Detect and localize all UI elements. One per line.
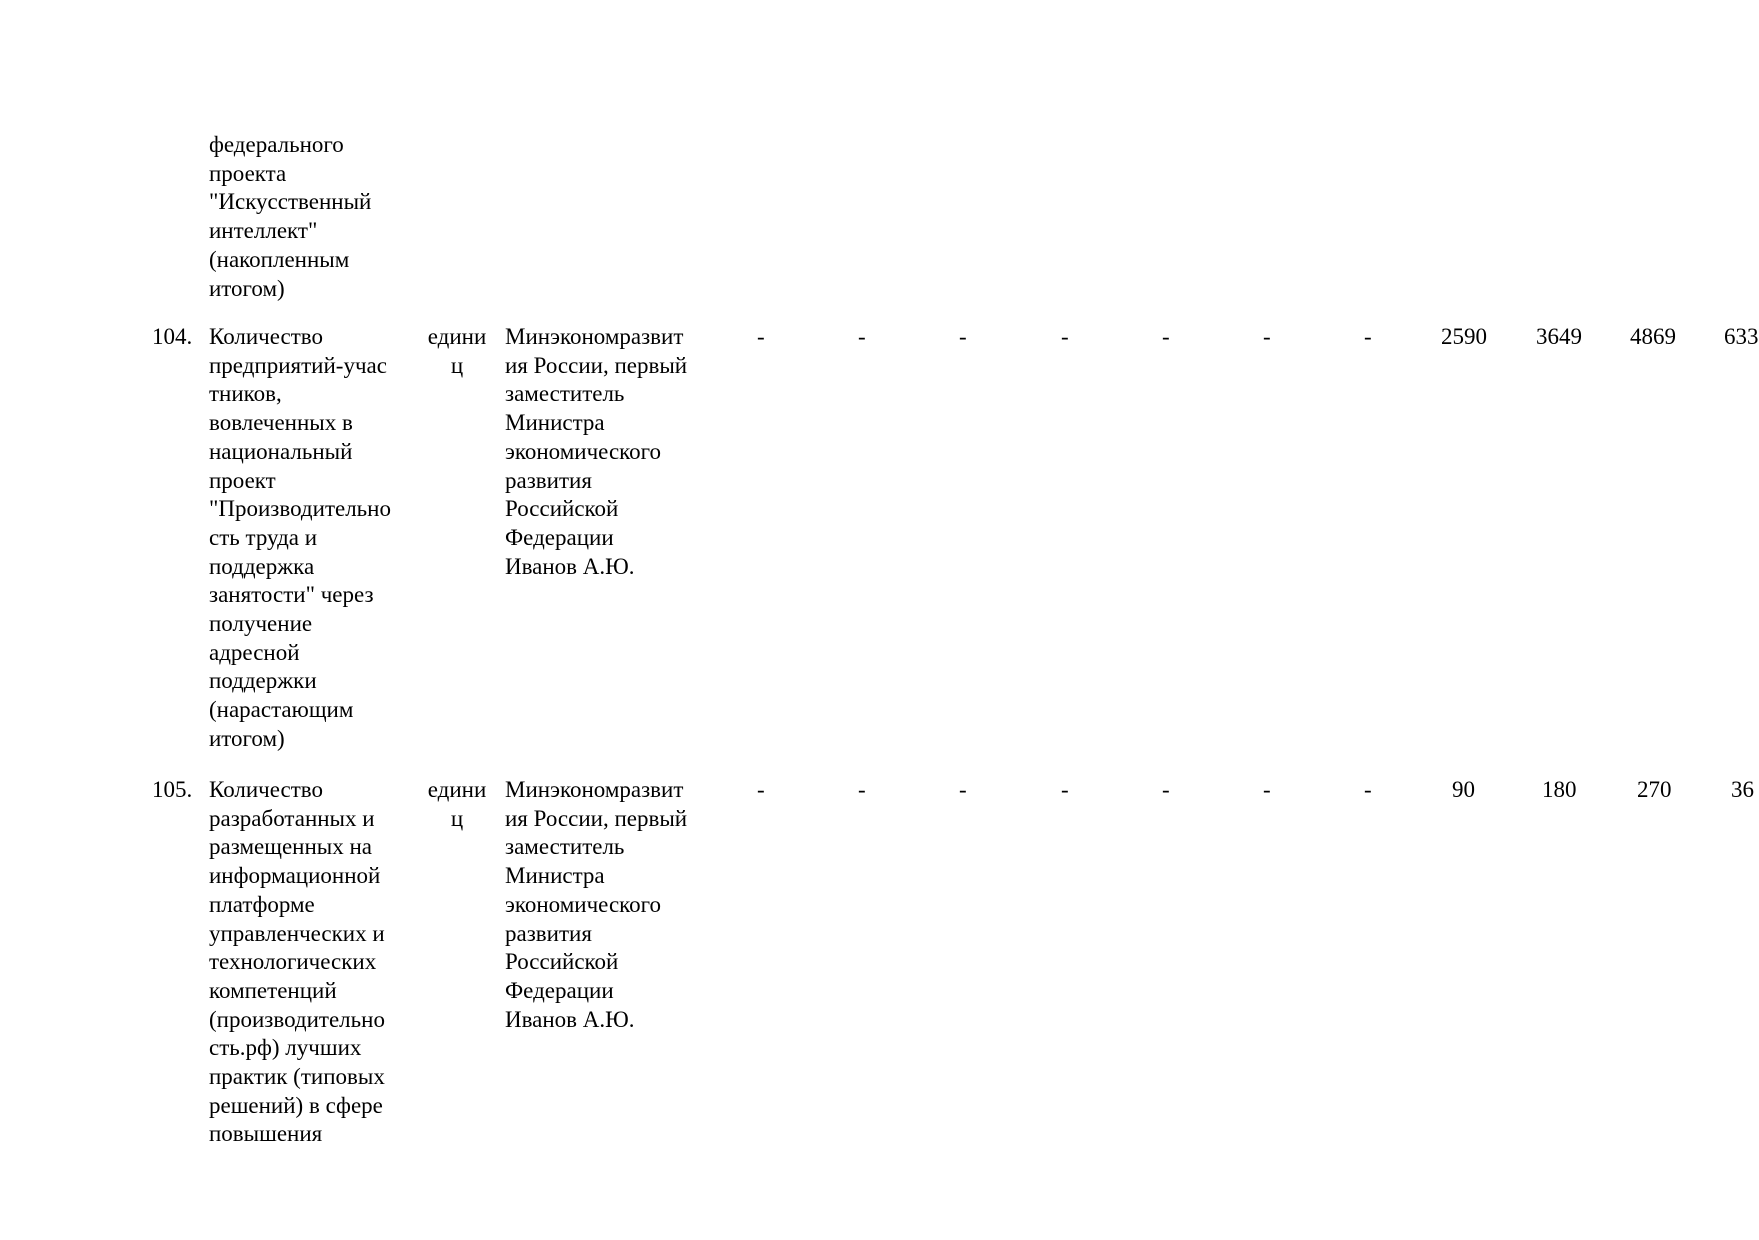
text-line: повышения [209, 1121, 323, 1147]
responsible-cell [505, 776, 687, 1034]
text-line: Иванов А.Ю. [505, 1006, 635, 1032]
text-line: Российской [505, 496, 619, 522]
value-cell: - [1061, 777, 1069, 802]
text-line: адресной [209, 639, 300, 665]
value-cell: 270 [1637, 777, 1672, 802]
text-line: экономического [505, 891, 662, 917]
text-line: едини [427, 777, 487, 802]
value-cell: - [959, 777, 967, 802]
value-cell: 633 [1724, 324, 1759, 349]
text-line: размещенных на [209, 834, 372, 860]
text-line: Количество [209, 777, 323, 802]
unit-cell [421, 776, 493, 833]
value-cell: - [1364, 324, 1372, 349]
text-line: проект [209, 467, 276, 493]
text-line: проекта [209, 160, 287, 186]
value-cell: - [1061, 324, 1069, 349]
text-line: тников, [209, 381, 282, 407]
text-line: технологических [209, 949, 377, 975]
value-cell: - [757, 777, 765, 802]
responsible-cell [505, 323, 687, 581]
text-line: Минэкономразвит [505, 777, 684, 802]
text-line: Федерации [505, 977, 614, 1003]
text-line: предприятий-учас [209, 352, 387, 378]
text-line: решений) в сфере [209, 1092, 383, 1118]
text-line: Министра [505, 863, 605, 889]
value-cell: - [858, 777, 866, 802]
text-line: Федерации [505, 524, 614, 550]
value-cell: 2590 [1441, 324, 1487, 349]
text-line: вовлеченных в [209, 410, 353, 436]
unit-cell [421, 323, 493, 380]
text-line: Минэкономразвит [505, 324, 684, 349]
text-line: сть труда и [209, 524, 318, 550]
value-cell: - [1263, 324, 1271, 349]
value-cell: 90 [1452, 777, 1475, 802]
text-line: управленческих и [209, 920, 385, 946]
indicator-name-cell [209, 776, 385, 1149]
value-cell: - [858, 324, 866, 349]
text-line: интеллект" [209, 218, 318, 244]
text-line: занятости" через [209, 582, 374, 608]
text-line: Министра [505, 410, 605, 436]
row-number: 104. [152, 324, 193, 349]
continuation-name-cell [209, 131, 371, 303]
value-cell: - [1162, 777, 1170, 802]
text-line: "Производительно [209, 496, 391, 522]
value-cell: - [1263, 777, 1271, 802]
text-line: экономического [505, 438, 662, 464]
text-line: (нарастающим [209, 697, 354, 723]
value-cell: - [757, 324, 765, 349]
text-line: развития [505, 467, 592, 493]
row-number: 105. [152, 777, 193, 802]
value-cell: - [1162, 324, 1170, 349]
text-line: поддержка [209, 553, 315, 579]
text-line: (накопленным [209, 246, 350, 272]
text-line: компетенций [209, 977, 337, 1003]
text-line: (производительно [209, 1006, 385, 1032]
value-cell: 180 [1542, 777, 1577, 802]
text-line: национальный [209, 438, 353, 464]
text-line: Иванов А.Ю. [505, 553, 635, 579]
text-line: развития [505, 920, 592, 946]
text-line: заместитель [505, 381, 625, 407]
text-line: поддержки [209, 668, 317, 694]
text-line: итогом) [209, 275, 285, 301]
text-line: ия России, первый [505, 805, 688, 831]
text-line: сть.рф) лучших [209, 1035, 362, 1061]
text-line: ц [450, 352, 464, 378]
text-line: "Искусственный [209, 189, 372, 215]
value-cell: 4869 [1630, 324, 1676, 349]
value-cell: 3649 [1536, 324, 1582, 349]
indicator-name-cell [209, 323, 391, 754]
text-line: едини [427, 324, 487, 349]
text-line: итогом) [209, 725, 285, 751]
text-line: Российской [505, 949, 619, 975]
text-line: заместитель [505, 834, 625, 860]
text-line: разработанных и [209, 805, 375, 831]
text-line: федерального [209, 132, 344, 157]
text-line: ц [450, 805, 464, 831]
value-cell: - [959, 324, 967, 349]
value-cell: 36 [1731, 777, 1754, 802]
text-line: информационной [209, 863, 381, 889]
text-line: Количество [209, 324, 323, 349]
text-line: получение [209, 611, 313, 637]
text-line: платформе [209, 891, 315, 917]
text-line: ия России, первый [505, 352, 688, 378]
value-cell: - [1364, 777, 1372, 802]
text-line: практик (типовых [209, 1064, 385, 1090]
